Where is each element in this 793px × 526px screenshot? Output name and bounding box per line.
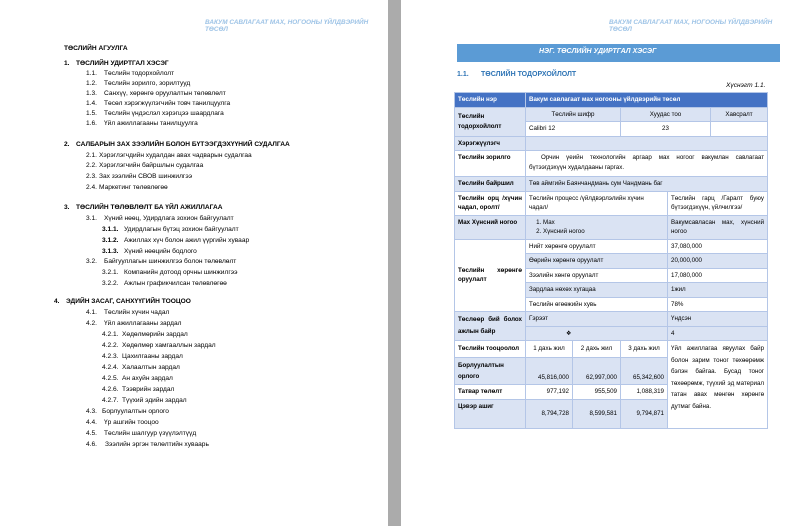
table-cell: Төслийн тооцоолол	[455, 341, 526, 358]
table-cell: 20,000,000	[668, 254, 768, 269]
table-cell: 4	[668, 326, 768, 341]
toc-item[interactable]: Төсөл хэрэгжүүлэгчийн товч танилцуулга	[104, 100, 231, 107]
toc-item-number[interactable]: 4.	[54, 298, 60, 305]
table-cell: Вакум савлагаат мах ногооны үйлдвэрийн төсөл	[526, 93, 768, 108]
toc-item-number[interactable]: 4.2.1.	[102, 331, 119, 338]
toc-item-number[interactable]: 4.5.	[86, 430, 97, 437]
table-cell: Зардлаа нөхөх хугацаа	[526, 283, 668, 298]
table-cell: Төслийн тодорхойлолт	[455, 107, 526, 136]
table-cell: 3 дахь жил	[621, 341, 668, 358]
toc-item-number[interactable]: 1.2.	[86, 80, 97, 87]
project-definition-table	[454, 92, 768, 429]
table-cell: 37,080,000	[668, 239, 768, 254]
toc-item[interactable]: Байгууллагын шинжилгээ болон төлөвлөлт	[104, 258, 237, 265]
toc-item[interactable]: Түүхий эдийн зардал	[122, 397, 187, 404]
table-cell: Татвар төлөлт	[455, 385, 526, 400]
table-cell: Мах Хүнсний ногоо	[455, 215, 526, 239]
toc-item-number[interactable]: 4.2.4.	[102, 364, 119, 371]
toc-item[interactable]: Санхүү, хөрөнгө оруулалтын төлөвлөлт	[104, 90, 226, 97]
toc-item-number[interactable]: 4.2.2.	[102, 342, 119, 349]
table-cell: Төслийн процесс /үйлдвэрлэлийн хүчин чадал/	[526, 191, 668, 215]
toc-item-number[interactable]: 2.	[64, 141, 70, 148]
table-cell: Төслийн гарц /Гаралт буюу бүтээгдэхүүн, үйлчилгээ/	[668, 191, 768, 215]
table-cell: Төслийн өгөөжийн хувь	[526, 297, 668, 312]
page-header: ВАКУМ САВЛАГААТ МАХ, НОГООНЫ ҮЙЛДВЭРИЙН ТӨСӨЛ	[205, 19, 369, 33]
chapter-heading-band	[457, 44, 780, 62]
raw-material-list	[529, 218, 664, 237]
toc-item-number[interactable]: 4.2.7.	[102, 397, 119, 404]
toc-item[interactable]: Хөдөлмөрийн зардал	[122, 331, 188, 338]
toc-page	[0, 0, 388, 526]
toc-item-number[interactable]: 3.1.3.	[102, 248, 119, 255]
toc-item-number[interactable]: 1.1.	[86, 70, 97, 77]
toc-item[interactable]: Ан ахуйн зардал	[122, 375, 173, 382]
table-cell: 23	[621, 122, 711, 137]
toc-item-number[interactable]: 4.2.	[86, 320, 97, 327]
toc-item[interactable]: Төслийн тодорхойлолт	[104, 70, 175, 77]
chapter-heading: НЭГ. ТӨСЛИЙН УДИРТГАЛ ХЭСЭГ	[539, 48, 657, 55]
toc-item-number[interactable]: 4.2.6.	[102, 386, 119, 393]
toc-item-number[interactable]: 4.4.	[86, 419, 97, 426]
toc-item[interactable]: Төслийн зорилго, зорилтууд	[104, 80, 191, 87]
toc-item[interactable]: Хөдөлмөр хамгааллын зардал	[122, 342, 216, 349]
table-cell: Орчин үеийн технологийн аргаар мах ногоог вакумлан савлагаат бүтээгдэхүүн худалдааны гаргах.	[526, 151, 768, 177]
toc-item-number[interactable]: 1.3.	[86, 90, 97, 97]
table-cell: 62,997,000	[573, 358, 621, 385]
table-cell: Calibri 12	[526, 122, 621, 137]
toc-item-number[interactable]: 1.6.	[86, 120, 97, 127]
toc-item[interactable]: Төслийн шалгуур үзүүлэлтүүд	[104, 430, 197, 437]
table-cell: 1 дахь жил	[526, 341, 573, 358]
table-cell: 1,088,319	[621, 385, 668, 400]
toc-item[interactable]: Төслийн хүчин чадал	[104, 309, 170, 316]
toc-item[interactable]: Тээврийн зардал	[122, 386, 175, 393]
table-cell: Борлуулалтын орлого	[455, 358, 526, 385]
toc-item[interactable]: ТӨСЛИЙН УДИРТГАЛ ХЭСЭГ	[76, 60, 169, 67]
table-cell: 8,599,581	[573, 399, 621, 428]
toc-item-number[interactable]: 3.	[64, 204, 70, 211]
table-cell: Хуудас тоо	[621, 107, 711, 122]
table-cell: 65,342,600	[621, 358, 668, 385]
toc-item[interactable]: ТӨСЛИЙН ТӨЛӨВЛӨЛТ БА ҮЙЛ АЖИЛЛАГАА	[76, 204, 223, 211]
page-header: ВАКУМ САВЛАГААТ МАХ, НОГООНЫ ҮЙЛДВЭРИЙН ТӨСӨЛ	[609, 19, 773, 33]
toc-item-number[interactable]: 3.2.	[86, 258, 97, 265]
toc-item[interactable]: Маркетинг төлөвлөгөө	[99, 184, 168, 191]
toc-item[interactable]: Борлуулалтын орлого	[102, 408, 169, 415]
toc-item[interactable]: Компанийн дотоод орчны шинжилгээ	[124, 269, 238, 276]
table-cell: Төслөөр бий болох ажлын байр	[455, 312, 526, 341]
section-title: ТӨСЛИЙН ТОДОРХОЙЛОЛТ	[481, 71, 577, 78]
toc-item-number[interactable]: 1.5.	[86, 110, 97, 117]
table-cell: 1жил	[668, 283, 768, 298]
toc-item-number[interactable]: 3.1.	[86, 215, 97, 222]
table-cell: 955,509	[573, 385, 621, 400]
table-of-contents	[0, 0, 388, 526]
section-number: 1.1.	[457, 71, 469, 78]
toc-item[interactable]: Удирдлагын бүтэц зохион байгуулалт	[124, 226, 239, 233]
table-cell: Төслийн орц /хүчин чадал, оролт/	[455, 191, 526, 215]
table-cell: Төслийн шифр	[526, 107, 621, 122]
table-cell: Вакумсавласан мах, хүнсний ногоо	[668, 215, 768, 239]
toc-item[interactable]: Хүний нөөцийн бодлого	[124, 248, 197, 255]
document-page	[401, 0, 793, 526]
toc-item[interactable]: Үйл ажиллагааны зардал	[104, 320, 182, 327]
toc-title: ТӨСЛИЙН АГУУЛГА	[64, 45, 128, 52]
table-cell: Үндсэн	[668, 312, 768, 327]
toc-item[interactable]: Хэрэглэгчдийн худалдан авах чадварын судалгаа	[99, 152, 252, 159]
toc-item-number[interactable]: 2.2.	[86, 162, 97, 169]
table-cell: Төслийн байршил	[455, 177, 526, 192]
list-item: 1. Мах	[543, 218, 664, 228]
table-cell: 78%	[668, 297, 768, 312]
toc-item[interactable]: Хүний нөөц, Удирдлага зохион байгуулалт	[104, 215, 234, 222]
toc-item[interactable]: Зээлийн эргэн төлөлтийн хуваарь	[105, 441, 209, 448]
toc-item[interactable]: Үр ашгийн тооцоо	[104, 419, 159, 426]
table-cell: 2 дахь жил	[573, 341, 621, 358]
toc-item[interactable]: Цахилгааны зардал	[122, 353, 183, 360]
table-cell: Гэрээт	[526, 312, 668, 327]
toc-item[interactable]: Үйл ажиллагааны танилцуулга	[104, 120, 198, 127]
toc-item-number[interactable]: 3.1.1.	[102, 226, 119, 233]
table-cell: 45,816,000	[526, 358, 573, 385]
toc-item-number[interactable]: 2.1.	[86, 152, 97, 159]
toc-item-number[interactable]: 3.1.2.	[102, 237, 119, 244]
toc-item-number[interactable]: 4.1.	[86, 309, 97, 316]
table-cell: Үйл ажиллагаа явуулах байр болон зарим тоног төхөөрөмж бэлэн байгаа. Бусад тоног төхөөрөмж, түүхий эд материал татан авах мөнгөн хөрөнгө дутмаг байна.	[668, 341, 768, 429]
toc-item-number[interactable]: 1.	[64, 60, 70, 67]
table-cell	[526, 136, 768, 151]
table-cell: Төслийн зорилго	[455, 151, 526, 177]
toc-item[interactable]: Хэрэглэгчийн байршлын судалгаа	[99, 162, 204, 169]
toc-item-number[interactable]: 2.3.	[86, 173, 97, 180]
table-cell: 9,794,871	[621, 399, 668, 428]
toc-item[interactable]: Төслийн үндэслэл хэрэгцээ шаардлага	[104, 110, 224, 117]
toc-item[interactable]: Халаалтын зардал	[122, 364, 180, 371]
toc-item-number[interactable]: 3.2.1.	[102, 269, 119, 276]
toc-item-number[interactable]: 4.2.3.	[102, 353, 119, 360]
toc-item-number[interactable]: 4.2.5.	[102, 375, 119, 382]
table-cell: Төслийн нэр	[455, 93, 526, 108]
table-cell: Төв аймгийн Баянчандмань сум Чандмань баг	[526, 177, 768, 192]
table-cell: Хавсралт	[711, 107, 768, 122]
toc-item[interactable]: САЛБАРЫН ЗАХ ЗЭЭЛИЙН БОЛОН БҮТЭЭГДЭХҮҮНИЙ СУДАЛГАА	[76, 141, 290, 148]
table-cell: 977,192	[526, 385, 573, 400]
table-cell: Хэрэгжүүлэгч	[455, 136, 526, 151]
list-item: 2. Хүнсний ногоо	[543, 227, 664, 237]
toc-item-number[interactable]: 4.3.	[86, 408, 97, 415]
toc-item-number[interactable]: 4.6.	[86, 441, 97, 448]
toc-item-number[interactable]: 3.2.2.	[102, 280, 119, 287]
toc-item[interactable]: ЭДИЙН ЗАСАГ, САНХҮҮГИЙН ТООЦОО	[66, 298, 191, 305]
table-cell	[711, 122, 768, 137]
table-cell: 8,794,728	[526, 399, 573, 428]
table-cell: 17,080,000	[668, 268, 768, 283]
toc-item[interactable]: Ажлын графикчилсан төлөвлөгөө	[124, 280, 227, 287]
table-cell: ❖	[526, 326, 668, 341]
toc-item-number[interactable]: 1.4.	[86, 100, 97, 107]
table-cell: Зээлийн хөнгө оруулалт	[526, 268, 668, 283]
table-caption: Хүснэгт 1.1.	[726, 82, 766, 89]
table-cell: Нийт хөрөнгө оруулалт	[526, 239, 668, 254]
table-cell: Өөрийн хөрөнгө оруулалт	[526, 254, 668, 269]
toc-item[interactable]: Зах зээлийн СВОВ шинжилгээ	[99, 173, 193, 180]
table-cell: Төслийн хөрөнгө оруулалт	[455, 239, 526, 312]
table-cell: Цэвэр ашиг	[455, 399, 526, 428]
toc-item-number[interactable]: 2.4.	[86, 184, 97, 191]
table-cell	[526, 215, 668, 239]
toc-item[interactable]: Ажиллах хүч болон ажил үүргийн хуваар	[124, 237, 250, 244]
